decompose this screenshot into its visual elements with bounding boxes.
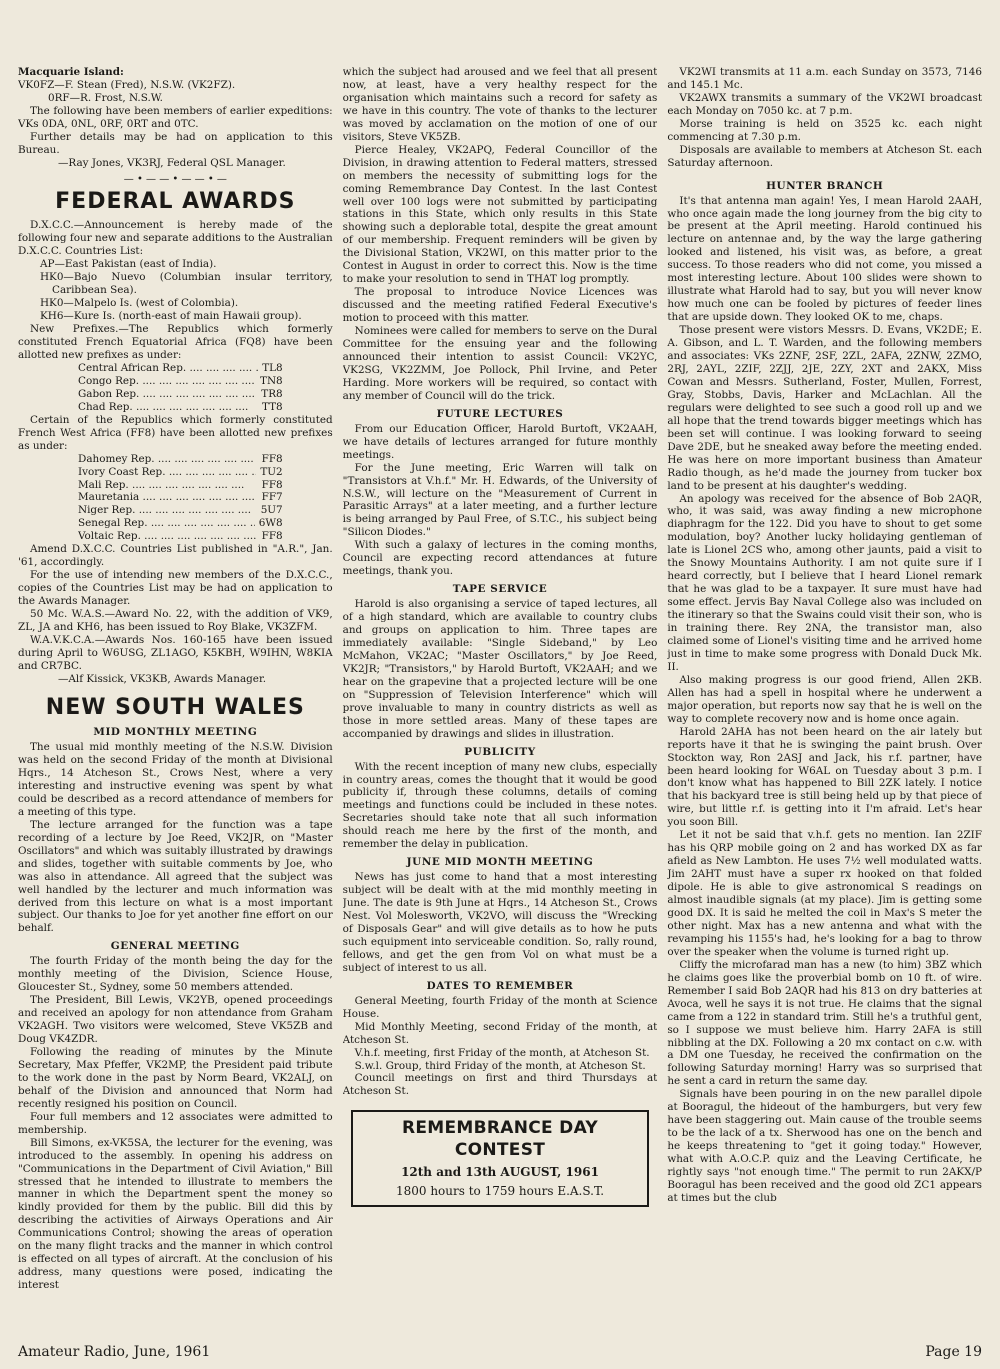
- list-item: Gabon Rep. .... TR8: [18, 388, 333, 401]
- paragraph: For the June meeting, Eric Warren will talk on "Transistors at V.h.f." Mr. H. Edwards, of the University of N.S.W., will lecture on the "Measurement of Current in Parasitic Arrays" at a later meeting, and a further lecture is being arranged by Paul Free, of S.T.C., his subject being "Silicon Diodes.": [342, 461, 658, 539]
- paragraph: S.w.l. Group, third Friday of the month, at Atcheson St.: [354, 1059, 646, 1072]
- paragraph: Nominees were called for members to serve on the Dural Committee for the ensuing year and the following announced their intention to assist Council: VK2YC, VK2SG, VK2ZMM, Joe Pollock, Phil Irvine, and Peter Harding. More workers will be required, so contact with any member of Council will do the trick.: [342, 325, 658, 402]
- paragraph: Let it not be said that v.h.f. gets no mention. Ian 2ZIF has his QRP mobile going on 2 and has worked DX as far afield as New Lambton. He uses 7½ well modulated watts. Jim 2AHT must have a super rx hooked on that folded dipole. He is able to give astronomical S readings on almost inaudible signals (at my place). Jim is getting some good DX. It is said he melted the coil in Max's S meter the other night. Max has a new antenna and what with the revamping his 1155's had, he's looking for a bag to throw over the speaker when the volume is turned right up.: [667, 829, 983, 958]
- column-1: [18, 66, 333, 1328]
- list-item: Congo Rep. .... TN8: [18, 375, 333, 388]
- column-3: [667, 66, 982, 1328]
- paragraph: Those present were vistors Messrs. D. Evans, VK2DE; E. A. Gibson, and L. T. Warden, and the following members and associates: VKs 2ZNF, 2SF, 2ZL, 2AFA, 2ZNW, 2ZMO, 2RJ, 2AYL, 2ZIF, 2ZJJ, 2JE, 2ZY, 2XT and 2AKX, Miss Cowan and Messrs. Sutherland, Foster, Mullen, Forrest, Gray, Stobbs, Davis, Harker and McLachlan. All the regulars were delighted to see such a good roll up and we all hope that the trend towards bigger meetings which has been set will continue. I was looking forward to seeing Dave 2DE, but he sneaked away before the meeting ended. He was here on more important business than Amateur Radio though, as he'd made the journey from tucker box land to be present at his daughter's wedding.: [667, 324, 983, 492]
- paragraph: Mid Monthly Meeting, second Friday of the month, at Atcheson St.: [342, 1020, 658, 1046]
- list-item: Mauretania .... FF7: [18, 491, 333, 504]
- paragraph: Certain of the Republics which formerly constituted French West Africa (FF8) have been allotted new prefixes as under:: [18, 413, 333, 452]
- paragraph: With the recent inception of many new clubs, especially in country areas, comes the thought that it would be good publicity if, through these columns, details of coming meetings and functions could be included in these notes. Secretaries should take note that all such information should reach me here by the first of the month, and remember the delay in publication.: [342, 760, 658, 851]
- paragraph: D.X.C.C.—Announcement is hereby made of the following four new and separate additions to the Australian D.X.C.C. Countries List:: [18, 219, 333, 258]
- paragraph: The following have been members of earlier expeditions: VKs 0DA, 0NL, 0RF, 0RT and 0TC.: [18, 104, 333, 130]
- signature: —Ray Jones, VK3RJ, Federal QSL Manager.: [58, 156, 286, 169]
- signature: —Alf Kissick, VK3KB, Awards Manager.: [58, 672, 267, 685]
- subheading: PUBLICITY: [464, 745, 536, 758]
- publication-line: Amateur Radio, June, 1961: [18, 1344, 211, 1360]
- list-item: HK0—Bajo Nuevo (Columbian insular territory, Caribbean Sea).: [40, 271, 333, 297]
- paragraph: Disposals are available to members at Atcheson St. each Saturday afternoon.: [667, 143, 983, 169]
- macquarie-line: VK0FZ—F. Stean (Fred), N.S.W. (VK2FZ).: [18, 78, 236, 91]
- paragraph: Bill Simons, ex-VK5SA, the lecturer for the evening, was introduced to the assembly. In opening his address on "Communications in the Department of Civil Aviation," Bill stressed that he intended to illustrate to members the manner in which the Department spent the money so kindly provided for them by the public. Bill did this by describing the activities of Airways Operations and Air Communications Control; showing the areas of operation on the many flight tracks and the manner in which control is effected on all types of aircraft. At the conclusion of his address, many questions were posed, indicating the interest: [18, 1136, 333, 1292]
- prefix-list-ff8: [18, 453, 333, 544]
- page-number: Page 19: [925, 1344, 982, 1360]
- contest-announcement-box: [351, 1110, 650, 1206]
- list-item: Ivory Coast Rep. .... TU2: [18, 466, 333, 479]
- paragraph: The fourth Friday of the month being the day for the monthly meeting of the Division, Science House, Gloucester St., Sydney, some 50 members attended.: [18, 955, 333, 994]
- paragraph: 50 Mc. W.A.S.—Award No. 22, with the addition of VK9, ZL, JA and KH6, has been issued to Roy Blake, VK3ZFM.: [18, 608, 333, 633]
- subheading: MID MONTHLY MEETING: [93, 726, 258, 739]
- paragraph: Four full members and 12 associates were admitted to membership.: [18, 1110, 333, 1136]
- subheading: HUNTER BRANCH: [766, 179, 884, 192]
- paragraph: An apology was received for the absence of Bob 2AQR, who, it was said, was away finding a new microphone diaphragm for the 122. Did you have to shout to get some modulation, boy? Another lucky holidaying gentleman of late is Lionel 2CS who, among other jaunts, paid a visit to the Snowy Mountains Authority. I am not quite sure if I heard correctly, but I believe that I heard Lionel remark that he was glad to be a taxpayer. It sure must have had some effect. Jervis Bay Naval College also was included on the itinerary so that the Swains could visit their son, who is in training there. Rey 2NA, the transistor man, also claimed some of Lionel's visiting time and he arrived home just in time to make some progress with Donald Duck Mk. II.: [667, 492, 983, 673]
- macquarie-heading: Macquarie Island:: [18, 66, 124, 78]
- ornament-divider: — • — — • — — • —: [123, 173, 227, 185]
- paragraph: Also making progress is our good friend, Allen 2KB. Allen has had a spell in hospital where he underwent a major operation, but reports now say that he is well on the way to complete recovery now and is home once again.: [667, 673, 983, 725]
- list-item: Mali Rep. .... FF8: [18, 479, 333, 492]
- paragraph: Morse training is held on 3525 kc. each night commencing at 7.30 p.m.: [667, 117, 983, 143]
- macquarie-line: 0RF—R. Frost, N.S.W.: [48, 91, 163, 104]
- paragraph: The proposal to introduce Novice Licences was discussed and the meeting ratified Federal Executive's motion to proceed with this matter.: [342, 286, 658, 325]
- section-heading-federal-awards: FEDERAL AWARDS: [55, 189, 296, 215]
- paragraph: For the use of intending new members of the D.X.C.C., copies of the Countries List may be had on application to the Awards Manager.: [18, 569, 333, 608]
- list-item: AP—East Pakistan (east of India).: [40, 258, 217, 271]
- contest-title: REMEMBRANCE DAY CONTEST: [401, 1118, 599, 1160]
- paragraph: From our Education Officer, Harold Burtoft, VK2AAH, we have details of lectures arranged for future monthly meetings.: [342, 422, 658, 461]
- list-item: Voltaic Rep. .... FF8: [18, 530, 333, 543]
- subheading: JUNE MID MONTH MEETING: [406, 856, 594, 869]
- list-item: Central African Rep. .... TL8: [18, 362, 333, 375]
- paragraph: W.A.V.K.C.A.—Awards Nos. 160-165 have been issued during April to W6USG, ZL1AGO, K5KBH, W9IHN, W8KIA and CR7BC.: [18, 633, 333, 672]
- paragraph: General Meeting, fourth Friday of the month at Science House.: [342, 994, 658, 1020]
- column-2: [343, 66, 658, 1328]
- paragraph: V.h.f. meeting, first Friday of the month, at Atcheson St.: [354, 1046, 650, 1059]
- list-item: Niger Rep. .... 5U7: [18, 504, 333, 517]
- paragraph: Cliffy the microfarad man has a new (to him) 3BZ which he claims goes like the proverbial bomb on 10 ft. of wire. Remember I said Bob 2AQR had his 813 on dry batteries at Avoca, well he says it is not true. He claims that the signal came from a 122 in standard trim. Still he's a truthful gent, so I suppose we must believe him. Harry 2AFA is still nibbling at the DX. Following a 20 mx contact on c.w. with a DM one Tuesday, he received the confirmation on the following Saturday morning! Harry was so surprised that he sent a card in return the same day.: [667, 958, 983, 1088]
- prefix-list-fq8: [18, 362, 333, 414]
- paragraph: Further details may be had on application to this Bureau.: [18, 130, 333, 156]
- subheading: GENERAL MEETING: [110, 940, 240, 953]
- paragraph: Signals have been pouring in on the new parallel dipole at Booragul, the hideout of the hamburgers, but very few have been staggering out. Main cause of the trouble seems to be the lack of a tx. Sherwood has one on the bench and he keeps threatening to "get it going today." However, what with A.O.C.P. quiz and the Leaving Certificate, he rightly says "not enough time." The permit to run 2AKX/P Booragul has been received and the good old ZC1 appears at times but the club: [667, 1088, 983, 1204]
- dxcc-list: [18, 258, 333, 323]
- section-heading-nsw: NEW SOUTH WALES: [45, 694, 305, 720]
- page-footer: [18, 1344, 982, 1360]
- paragraph: Pierce Healey, VK2APQ, Federal Councillor of the Division, in drawing attention to Federal matters, stressed on members the necessity of submitting logs for the coming Remembrance Day Contest. In the last Contest well over 100 logs were not submitted by participating stations in this State, which only results in this State showing such a deplorable total, despite the great amount of our membership. Frequent reminders will be given by the Divisional Station, VK2WI, on this matter prior to the Contest in August in order to correct this. Now is the time to make your resolution to send in THAT log promptly.: [342, 143, 658, 286]
- paragraph: which the subject had aroused and we feel that all present now, at least, have a very healthy respect for the organisation which maintains such a record for safety as we have in this country. The vote of thanks to the lecturer was moved by acclamation on the motion of one of our visitors, Steve VK5ZB.: [342, 66, 658, 143]
- paragraph: It's that antenna man again! Yes, I mean Harold 2AAH, who once again made the long journey from the big city to be present at the April meeting. Harold continued his lecture on antennae and, by the way the large gathering looked and listened, his visit was, as before, a great success. To those readers who did not come, you missed a most interesting lecture. About 100 slides were shown to illustrate what Harold had to say, but you will never know how much one can be fooled by pictures of feeder lines that are upside down. They looked OK to me, chaps.: [667, 194, 983, 324]
- list-item: Chad Rep. .... TT8: [18, 401, 333, 414]
- paragraph: Following the reading of minutes by the Minute Secretary, Max Pfeffer, VK2MP, the President paid tribute to the work done in the past by Norm Beard, VK2ALJ, on behalf of the Division and announced that Norm had recently resigned his position on Council.: [18, 1046, 333, 1110]
- subheading: TAPE SERVICE: [452, 583, 548, 596]
- contest-hours: 1800 hours to 1759 hours E.A.S.T.: [395, 1183, 605, 1198]
- paragraph: Harold is also organising a service of taped lectures, all of a high standard, which are available to country clubs and groups on application to him. Three tapes are immediately available: "Single Sideband," by Leo McMahon, VK2AC; "Master Oscillators," by Joe Reed, VK2JR; "Transistors," by Harold Burtoft, VK2AAH; and we hear on the grapevine that a projected lecture will be one on "Suppression of Television Interference" which will prove invaluable to many in country districts as well as those in more settled areas. Many of these tapes are accompanied by drawings and slides in illustration.: [342, 598, 658, 740]
- paragraph: News has just come to hand that a most interesting subject will be dealt with at the mid monthly meeting in June. The date is 9th June at Hqrs., 14 Atcheson St., Crows Nest. Vol Molesworth, VK2VO, will discuss the "Wrecking of Disposals Gear" and will give details as to how he puts such equipment into serviceable condition. So, rally round, fellows, and get the gen from Vol on what must be a subject of interest to us all.: [342, 871, 658, 974]
- subheading: DATES TO REMEMBER: [426, 979, 574, 992]
- paragraph: Harold 2AHA has not been heard on the air lately but reports have it that he is swinging the paint brush. Over Stockton way, Ron 2ASJ and Jack, his r.f. partner, have been heard looking for W6AL on Tuesday about 3 p.m. I don't know what has happened to Bill 2ZK lately. I notice that his backyard tree is still being held up by that piece of wire, but little r.f. is getting into it I'm afraid. Let's hear you soon Bill.: [667, 725, 983, 829]
- list-item: KH6—Kure Is. (north-east of main Hawaii group).: [40, 310, 302, 323]
- paragraph: Council meetings on first and third Thursdays at Atcheson St.: [342, 1072, 658, 1098]
- paragraph: New Prefixes.—The Republics which formerly constituted French Equatorial Africa (FQ8) have been allotted new prefixes as under:: [18, 323, 333, 361]
- paragraph: The President, Bill Lewis, VK2YB, opened proceedings and received an apology for non attendance from Graham VK2AGH. Two visitors were welcomed, Steve VK5ZB and Doug VK4ZDR.: [18, 994, 333, 1046]
- contest-date: 12th and 13th AUGUST, 1961: [401, 1164, 599, 1179]
- list-item: Dahomey Rep. .... FF8: [18, 453, 333, 466]
- text-columns: [18, 66, 982, 1328]
- list-item: HK0—Malpelo Is. (west of Colombia).: [40, 297, 239, 310]
- paragraph: The usual mid monthly meeting of the N.S.W. Division was held on the second Friday of the month at Divisional Hqrs., 14 Atcheson St., Crows Nest, where a very interesting and instructive evening was spent by what could be described as a record attendance of members for a meeting of this type.: [18, 741, 333, 818]
- paragraph: The lecture arranged for the function was a tape recording of a lecture by Joe Reed, VK2JR, on "Master Oscillators" and which was suitably illustrated by drawings and slides, together with suitable comments by Joe, who was also in attendance. All agreed that the subject was well handled by the lecturer and much information was derived from this lecture on what is a most important subject. Our thanks to Joe for yet another fine effort on our behalf.: [18, 818, 333, 935]
- list-item: Senegal Rep. .... 6W8: [18, 517, 333, 530]
- paragraph: With such a galaxy of lectures in the coming months, Council are expecting record attendances at future meetings, thank you.: [342, 539, 658, 578]
- subheading: FUTURE LECTURES: [436, 407, 564, 420]
- paragraph: VK2WI transmits at 11 a.m. each Sunday on 3573, 7146 and 145.1 Mc.: [667, 66, 983, 91]
- paragraph: VK2AWX transmits a summary of the VK2WI broadcast each Monday on 7050 kc. at 7 p.m.: [667, 91, 983, 117]
- paragraph: Amend D.X.C.C. Countries List published in "A.R.", Jan. '61, accordingly.: [18, 543, 333, 569]
